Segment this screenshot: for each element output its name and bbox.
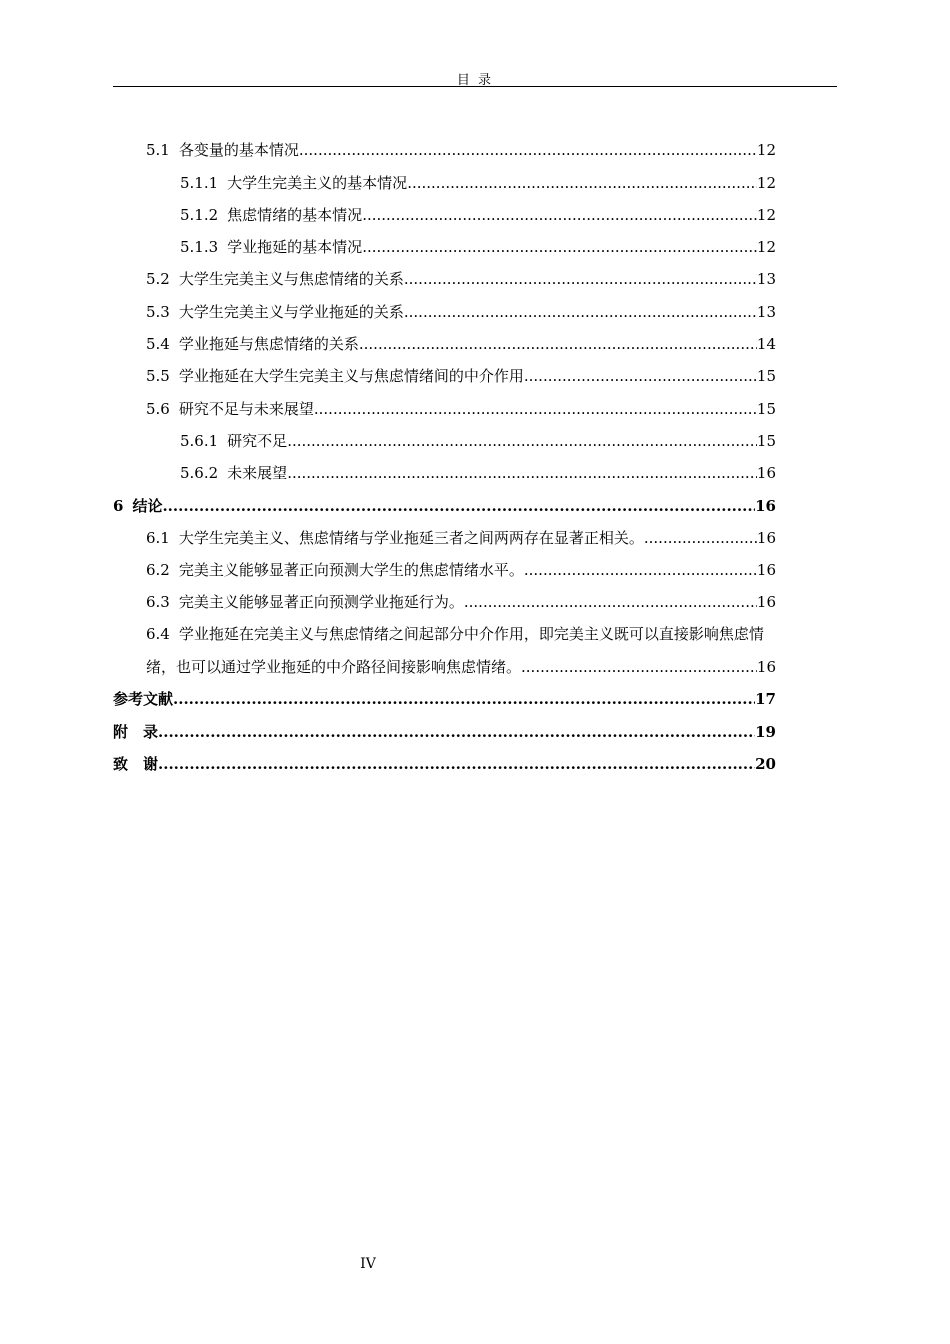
toc-entry[interactable] [113,295,776,327]
toc-entry[interactable] [113,328,776,360]
toc-entry-page: 12 [756,238,776,257]
header-rule [113,86,837,87]
toc-leader-dots [362,199,757,231]
toc-entry-title: 大学生完美主义、焦虑情绪与学业拖延三者之间两两存在显著正相关。 [178,528,644,547]
toc-leader-dots [287,457,757,489]
toc-entry-page: 15 [756,431,776,450]
toc-entry-title-line2: 绪，也可以通过学业拖延的中介路径间接影响焦虑情绪。 [146,658,522,677]
toc-entry-page: 15 [756,367,776,386]
toc-entry-number: 5.1.1 [180,173,219,192]
toc-entry-number: 6.4 [146,625,170,644]
toc-entry-page: 14 [756,335,776,354]
toc-leader-dots [314,393,757,425]
toc-leader-dots [464,586,757,618]
toc-entry-title: 学业拖延在大学生完美主义与焦虑情绪间的中介作用 [178,367,524,386]
toc-entry-page: 16 [756,528,776,547]
toc-entry-title: 大学生完美主义的基本情况 [227,173,408,192]
toc-leader-dots [287,425,757,457]
toc-chapter-entry[interactable] [113,748,776,780]
toc-entry-page: 16 [756,593,776,612]
toc-chapter-entry[interactable] [113,683,776,715]
toc-entry-title: 未来展望 [227,464,288,483]
toc-entry-title: 各变量的基本情况 [178,141,299,160]
toc-entry-page: 12 [756,141,776,160]
toc-entry-number: 5.1.2 [180,205,219,224]
toc-entry-title: 参考文献 [113,690,174,709]
toc-chapter-entry[interactable] [113,489,776,521]
toc-entry-title: 学业拖延的基本情况 [227,238,363,257]
toc-entry-title: 结论 [132,496,163,515]
toc-entry-title-line1: 学业拖延在完美主义与焦虑情绪之间起部分中介作用，即完美主义既可以直接影响焦虑情 [178,625,764,644]
toc-entry-number: 6 [113,496,124,515]
toc-entry-title: 学业拖延与焦虑情绪的关系 [178,335,359,354]
toc-entry-title: 大学生完美主义与学业拖延的关系 [178,302,404,321]
toc-entry-page: 12 [756,205,776,224]
toc-entry[interactable] [113,425,776,457]
toc-entry[interactable] [113,522,776,554]
toc-entry-page: 16 [755,496,776,515]
toc-leader-dots [299,134,757,166]
toc-entry-number: 5.5 [146,367,170,386]
toc-leader-dots [521,651,757,683]
toc-entry[interactable] [113,166,776,198]
toc-entry-title: 完美主义能够显著正向预测大学生的焦虑情绪水平。 [178,561,524,580]
toc-entry-page: 16 [756,464,776,483]
toc-entry-title: 致 谢 [113,754,159,773]
table-of-contents [113,134,776,780]
toc-entry-number: 5.2 [146,270,170,289]
toc-leader-dots [173,683,755,715]
toc-entry-page: 16 [756,561,776,580]
toc-entry-wrapped[interactable] [113,618,870,650]
toc-entry[interactable] [113,199,776,231]
toc-entry-page: 20 [755,754,776,773]
toc-entry-number: 6.1 [146,528,170,547]
toc-entry-page: 17 [755,690,776,709]
toc-entry[interactable] [113,586,776,618]
toc-entry[interactable] [113,554,776,586]
toc-entry-title: 大学生完美主义与焦虑情绪的关系 [178,270,404,289]
toc-entry[interactable] [113,263,776,295]
toc-entry-page: 13 [756,270,776,289]
toc-chapter-entry[interactable] [113,715,776,747]
toc-entry-number: 6.2 [146,561,170,580]
toc-leader-dots [404,296,757,328]
toc-entry-number: 5.6.2 [180,464,219,483]
toc-entry[interactable] [113,231,776,263]
toc-leader-dots [158,748,755,780]
toc-entry-number: 5.1.3 [180,238,219,257]
toc-leader-dots [524,360,757,392]
toc-leader-dots [404,263,757,295]
toc-entry[interactable] [113,360,776,392]
toc-leader-dots [407,167,757,199]
toc-entry-number: 5.3 [146,302,170,321]
toc-entry-wrapped-continuation[interactable] [113,651,776,683]
toc-entry-title: 研究不足与未来展望 [178,399,314,418]
toc-entry-title: 焦虑情绪的基本情况 [227,205,363,224]
toc-entry-page: 19 [755,722,776,741]
toc-leader-dots [359,328,757,360]
page-header-title: 目 录 [456,73,494,88]
toc-entry[interactable] [113,392,776,424]
toc-entry-number: 5.1 [146,141,170,160]
toc-leader-dots [524,554,757,586]
toc-entry-number: 5.4 [146,335,170,354]
toc-entry-number: 5.6.1 [180,431,219,450]
toc-entry-page: 15 [756,399,776,418]
toc-leader-dots [362,231,757,263]
toc-entry[interactable] [113,134,776,166]
toc-entry-page: 16 [756,658,776,677]
toc-entry-number: 6.3 [146,593,170,612]
toc-entry-title: 附 录 [113,722,159,741]
toc-entry-title: 完美主义能够显著正向预测学业拖延行为。 [178,593,464,612]
toc-entry[interactable] [113,457,776,489]
toc-leader-dots [162,490,755,522]
page-number: IV [360,1256,376,1272]
toc-entry-number: 5.6 [146,399,170,418]
toc-leader-dots [158,716,755,748]
toc-entry-page: 12 [756,173,776,192]
toc-entry-page: 13 [756,302,776,321]
toc-entry-title: 研究不足 [227,431,288,450]
toc-leader-dots [644,522,757,554]
